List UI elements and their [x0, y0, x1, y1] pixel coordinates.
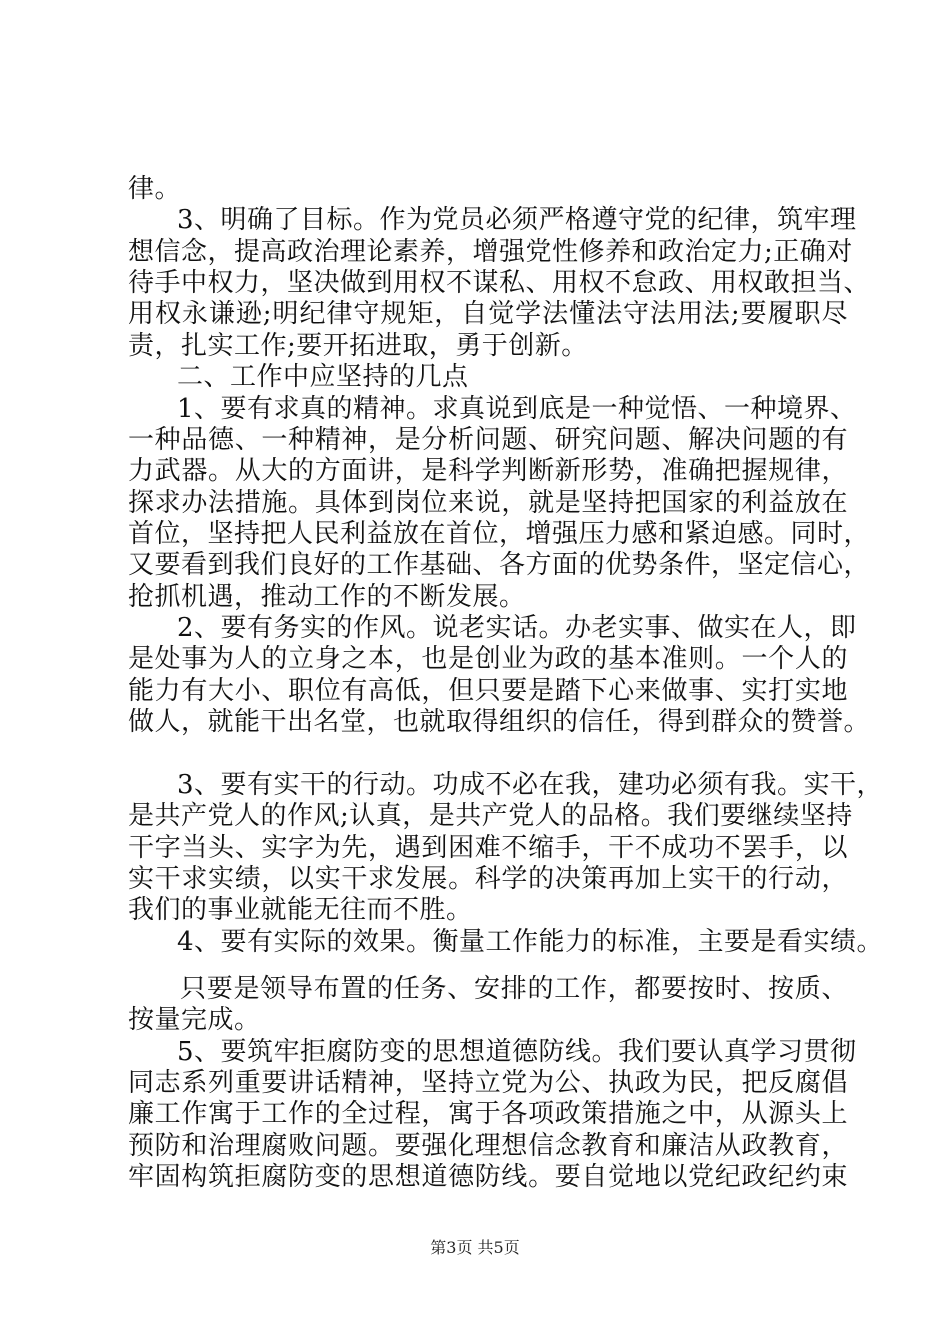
text-line: 按量完成。 [128, 1005, 261, 1035]
text-line: 首位，坚持把人民利益放在首位，增强压力感和紧迫感。同时， [128, 519, 871, 549]
text-line: 1、要有求真的精神。求真说到底是一种觉悟、一种境界、 [177, 394, 857, 424]
text-line: 责，扎实工作;要开拓进取，勇于创新。 [128, 331, 588, 361]
section-heading: 二、工作中应坚持的几点 [177, 362, 469, 392]
text-line: 实干求实绩，以实干求发展。科学的决策再加上实干的行动， [128, 864, 848, 894]
text-line: 力武器。从大的方面讲，是科学判断新形势，准确把握规律， [128, 456, 848, 486]
text-line: 同志系列重要讲话精神，坚持立党为公、执政为民，把反腐倡 [128, 1068, 848, 1098]
text-line: 做人，就能干出名堂，也就取得组织的信任，得到群众的赞誉。 [128, 707, 871, 737]
text-line: 能力有大小、职位有高低，但只要是踏下心来做事、实打实地 [128, 676, 848, 706]
text-line: 廉工作寓于工作的全过程，寓于各项政策措施之中，从源头上 [128, 1099, 848, 1129]
text-line: 是处事为人的立身之本，也是创业为政的基本准则。一个人的 [128, 644, 848, 674]
text-line: 干字当头、实字为先，遇到困难不缩手，干不成功不罢手，以 [128, 833, 848, 863]
text-line: 预防和治理腐败问题。要强化理想信念教育和廉洁从政教育， [128, 1131, 848, 1161]
text-line: 又要看到我们良好的工作基础、各方面的优势条件，坚定信心， [128, 550, 871, 580]
text-line: 抢抓机遇，推动工作的不断发展。 [128, 582, 526, 612]
text-line: 5、要筑牢拒腐防变的思想道德防线。我们要认真学习贯彻 [177, 1037, 857, 1067]
text-line: 我们的事业就能无往而不胜。 [128, 895, 473, 925]
text-line: 4、要有实际的效果。衡量工作能力的标准，主要是看实绩。 [177, 927, 884, 957]
text-line: 是共产党人的作风;认真，是共产党人的品格。我们要继续坚持 [128, 801, 853, 831]
text-line: 2、要有务实的作风。说老实话。办老实事、做实在人，即 [177, 613, 857, 643]
text-line: 一种品德、一种精神，是分析问题、研究问题、解决问题的有 [128, 425, 848, 455]
text-line: 牢固构筑拒腐防变的思想道德防线。要自觉地以党纪政纪约束 [128, 1162, 848, 1192]
text-line: 待手中权力，坚决做到用权不谋私、用权不怠政、用权敢担当、 [128, 268, 871, 298]
text-line: 用权永谦逊;明纪律守规矩，自觉学法懂法守法用法;要履职尽 [128, 299, 848, 329]
text-line: 只要是领导布置的任务、安排的工作，都要按时、按质、 [180, 974, 848, 1004]
page-footer: 第3页 共5页 [430, 1238, 520, 1257]
text-line: 探求办法措施。具体到岗位来说，就是坚持把国家的利益放在 [128, 488, 848, 518]
text-line: 律。 [128, 174, 182, 204]
text-line: 3、明确了目标。作为党员必须严格遵守党的纪律，筑牢理 [177, 205, 857, 235]
text-line: 3、要有实干的行动。功成不必在我，建功必须有我。实干， [177, 770, 884, 800]
text-line: 想信念，提高政治理论素养，增强党性修养和政治定力;正确对 [128, 237, 853, 267]
